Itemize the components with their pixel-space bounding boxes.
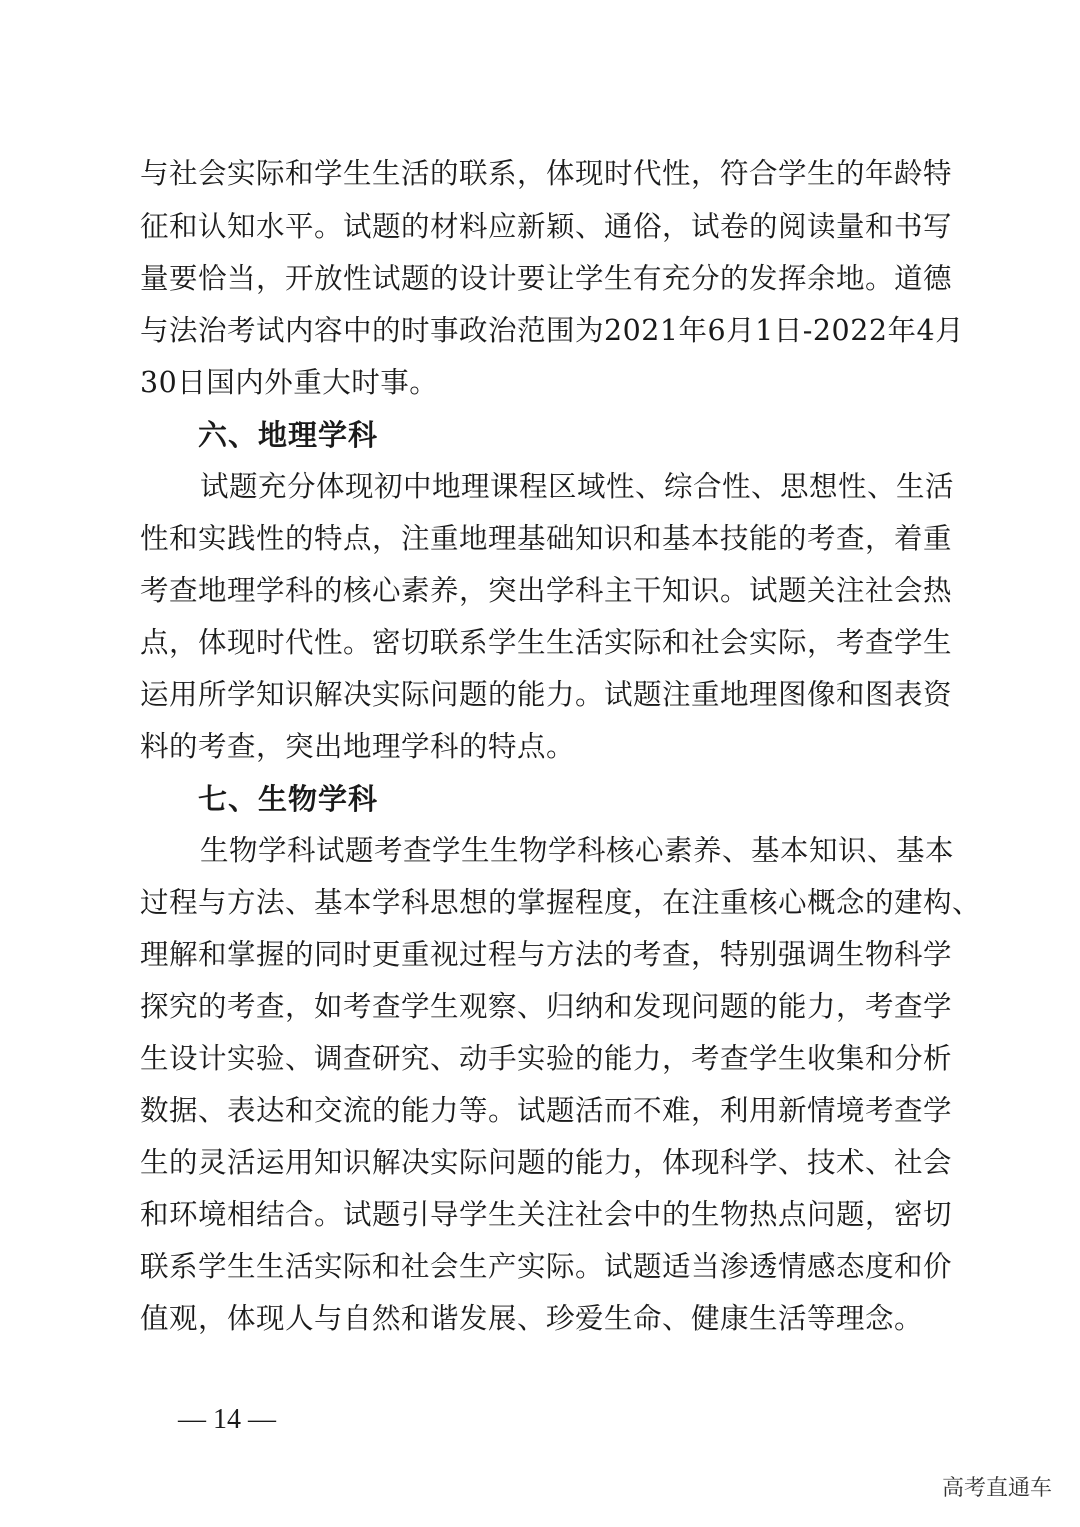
watermark-label: 高考直通车 <box>942 1476 1053 1501</box>
paragraph-line: 探究的考查，如考查学生观察、归纳和发现问题的能力，考查学 <box>140 990 953 1023</box>
section-heading-geography: 六、地理学科 <box>198 418 379 452</box>
paragraph-line: 料的考查，突出地理学科的特点。 <box>140 730 576 763</box>
paragraph-line: 和环境相结合。试题引导学生关注社会中的生物热点问题，密切 <box>140 1198 953 1231</box>
paragraph-line: 值观，体现人与自然和谐发展、珍爱生命、健康生活等理念。 <box>140 1302 924 1335</box>
paragraph-line: 考查地理学科的核心素养，突出学科主干知识。试题关注社会热 <box>140 574 953 607</box>
paragraph-line: 过程与方法、基本学科思想的掌握程度，在注重核心概念的建构、 <box>140 886 982 919</box>
paragraph-line: 试题充分体现初中地理课程区域性、综合性、思想性、生活 <box>200 470 955 503</box>
paragraph-line: 联系学生生活实际和社会生产实际。试题适当渗透情感态度和价 <box>140 1250 953 1283</box>
paragraph-line: 征和认知水平。试题的材料应新颖、通俗，试卷的阅读量和书写 <box>140 210 953 243</box>
paragraph-line: 生的灵活运用知识解决实际问题的能力，体现科学、技术、社会 <box>140 1146 953 1179</box>
section-heading-biology: 七、生物学科 <box>198 782 379 816</box>
paragraph-line: 与社会实际和学生生活的联系，体现时代性，符合学生的年龄特 <box>140 157 953 190</box>
page-number: — 14 — <box>178 1404 276 1435</box>
paragraph-line: 量要恰当，开放性试题的设计要让学生有充分的发挥余地。道德 <box>140 262 953 295</box>
paragraph-line: 运用所学知识解决实际问题的能力。试题注重地理图像和图表资 <box>140 678 953 711</box>
paragraph-line: 30日国内外重大时事。 <box>140 366 439 399</box>
paragraph-line: 点，体现时代性。密切联系学生生活实际和社会实际，考查学生 <box>140 626 953 659</box>
paragraph-line: 数据、表达和交流的能力等。试题活而不难，利用新情境考查学 <box>140 1094 953 1127</box>
paragraph-line: 生设计实验、调查研究、动手实验的能力，考查学生收集和分析 <box>140 1042 953 1075</box>
paragraph-line: 性和实践性的特点，注重地理基础知识和基本技能的考查，着重 <box>140 522 953 555</box>
paragraph-line: 生物学科试题考查学生生物学科核心素养、基本知识、基本 <box>200 834 955 867</box>
paragraph-line: 与法治考试内容中的时事政治范围为2021年6月1日-2022年4月 <box>140 314 965 347</box>
paragraph-line: 理解和掌握的同时更重视过程与方法的考查，特别强调生物科学 <box>140 938 953 971</box>
